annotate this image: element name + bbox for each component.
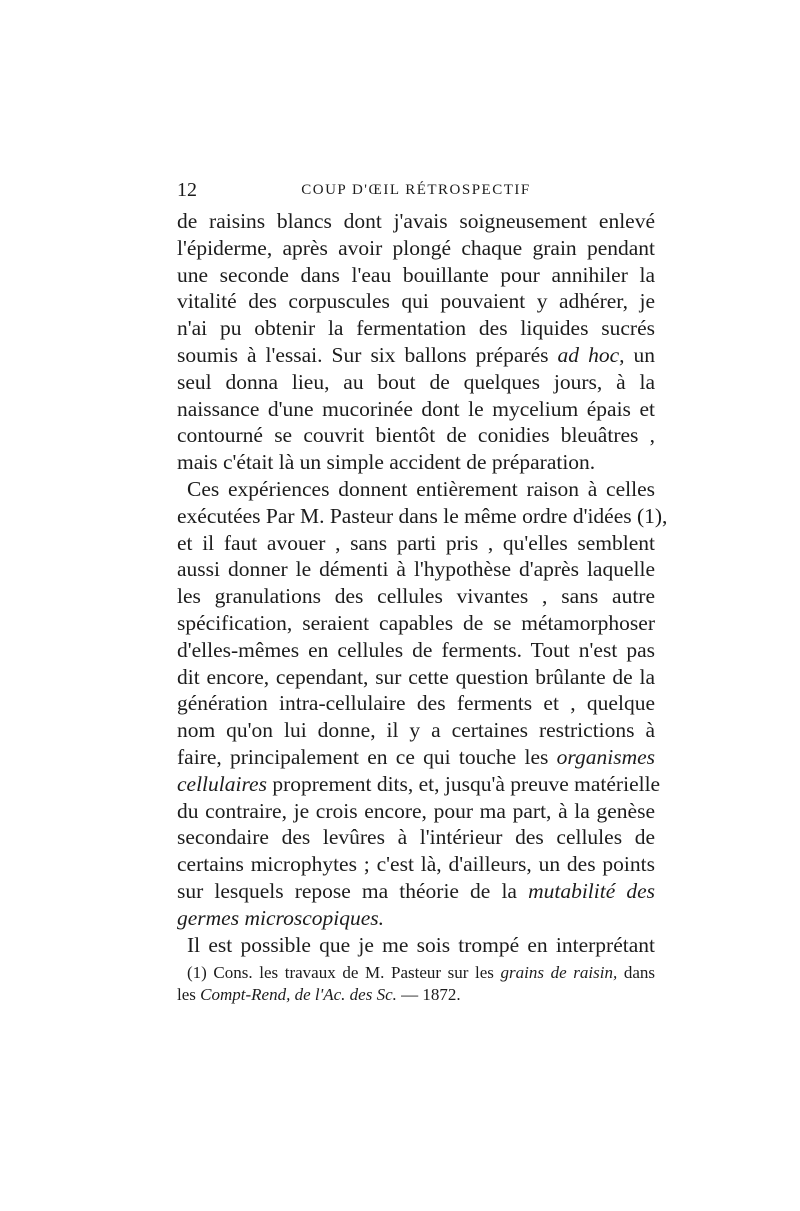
text-line: aussi donner le démenti à l'hypothèse d'après laquelle — [177, 557, 655, 582]
text-line — [177, 905, 655, 932]
text-line — [177, 342, 655, 369]
text-segment: les — [177, 984, 196, 1004]
text-line — [177, 878, 655, 905]
page-number: 12 — [177, 179, 197, 201]
text-line: une seconde dans l'eau bouillante pour annihiler la — [177, 262, 655, 287]
text-line: contourné se couvrit bientôt de conidies bleuâtres , — [177, 423, 655, 448]
text-line: Ces expériences donnent entièrement raison à celles — [187, 476, 655, 501]
text-segment: un — [633, 342, 656, 367]
footnote — [177, 962, 655, 1005]
text-line: certains microphytes ; c'est là, d'ailleurs, un des points — [177, 852, 655, 877]
text-line: d'elles-mêmes en cellules de ferments. Tout n'est pas — [177, 637, 655, 662]
running-head: COUP D'ŒIL RÉTROSPECTIF — [301, 182, 531, 198]
text-line: dit encore, cependant, sur cette question brûlante de la — [177, 664, 655, 689]
italic-term: organismes — [556, 744, 656, 769]
text-line: mais c'était là un simple accident de préparation. — [177, 450, 596, 475]
footnote-line — [177, 962, 655, 984]
italic-term: grains de raisin, — [500, 963, 618, 982]
italic-term: Compt-Rend, de l'Ac. des Sc. — [200, 984, 397, 1004]
footnote-line — [177, 984, 655, 1006]
page-header — [177, 179, 655, 209]
italic-term: ad hoc, — [557, 342, 625, 367]
text-line: secondaire des levûres à l'intérieur des cellules de — [177, 825, 655, 850]
text-line: exécutées Par M. Pasteur dans le même ordre d'idées (1), — [177, 503, 668, 528]
text-line: n'ai pu obtenir la fermentation des liquides sucrés — [177, 316, 655, 341]
text-line — [177, 771, 661, 798]
text-line: Il est possible que je me sois trompé en interprétant — [187, 932, 655, 957]
text-line: les granulations des cellules vivantes , sans autre — [177, 584, 655, 609]
text-line: l'épiderme, après avoir plongé chaque grain pendant — [177, 235, 655, 260]
text-segment: dans — [623, 963, 656, 982]
text-segment: soumis à l'essai. Sur six ballons préparés — [177, 342, 549, 367]
text-line: et il faut avouer , sans parti pris , qu'elles semblent — [177, 530, 655, 555]
text-line: génération intra-cellulaire des ferments et , quelque — [177, 691, 655, 716]
text-line: du contraire, je crois encore, pour ma part, à la genèse — [177, 798, 655, 823]
text-segment: (1) Cons. les travaux de M. Pasteur sur les — [187, 963, 494, 982]
italic-term: germes microscopiques. — [177, 905, 385, 930]
text-line: seul donna lieu, au bout de quelques jours, à la — [177, 369, 655, 394]
italic-term: mutabilité des — [528, 878, 655, 903]
text-line: de raisins blancs dont j'avais soigneusement enlevé — [177, 209, 655, 233]
body-text — [177, 208, 668, 958]
text-segment: proprement dits, et, jusqu'à preuve matérielle — [272, 771, 661, 796]
text-line: vitalité des corpuscules qui pouvaient y adhérer, je — [177, 289, 655, 314]
text-segment: — 1872. — [401, 984, 461, 1004]
text-line: nom qu'on lui donne, il y a certaines restrictions à — [177, 718, 655, 743]
text-segment: faire, principalement en ce qui touche les — [177, 744, 549, 769]
text-segment: sur lesquels repose ma théorie de la — [177, 878, 517, 903]
text-line — [177, 744, 655, 771]
text-line: naissance d'une mucorinée dont le mycelium épais et — [177, 396, 655, 421]
italic-term: cellulaires — [177, 771, 267, 796]
text-line: spécification, seraient capables de se métamorphoser — [177, 610, 655, 635]
